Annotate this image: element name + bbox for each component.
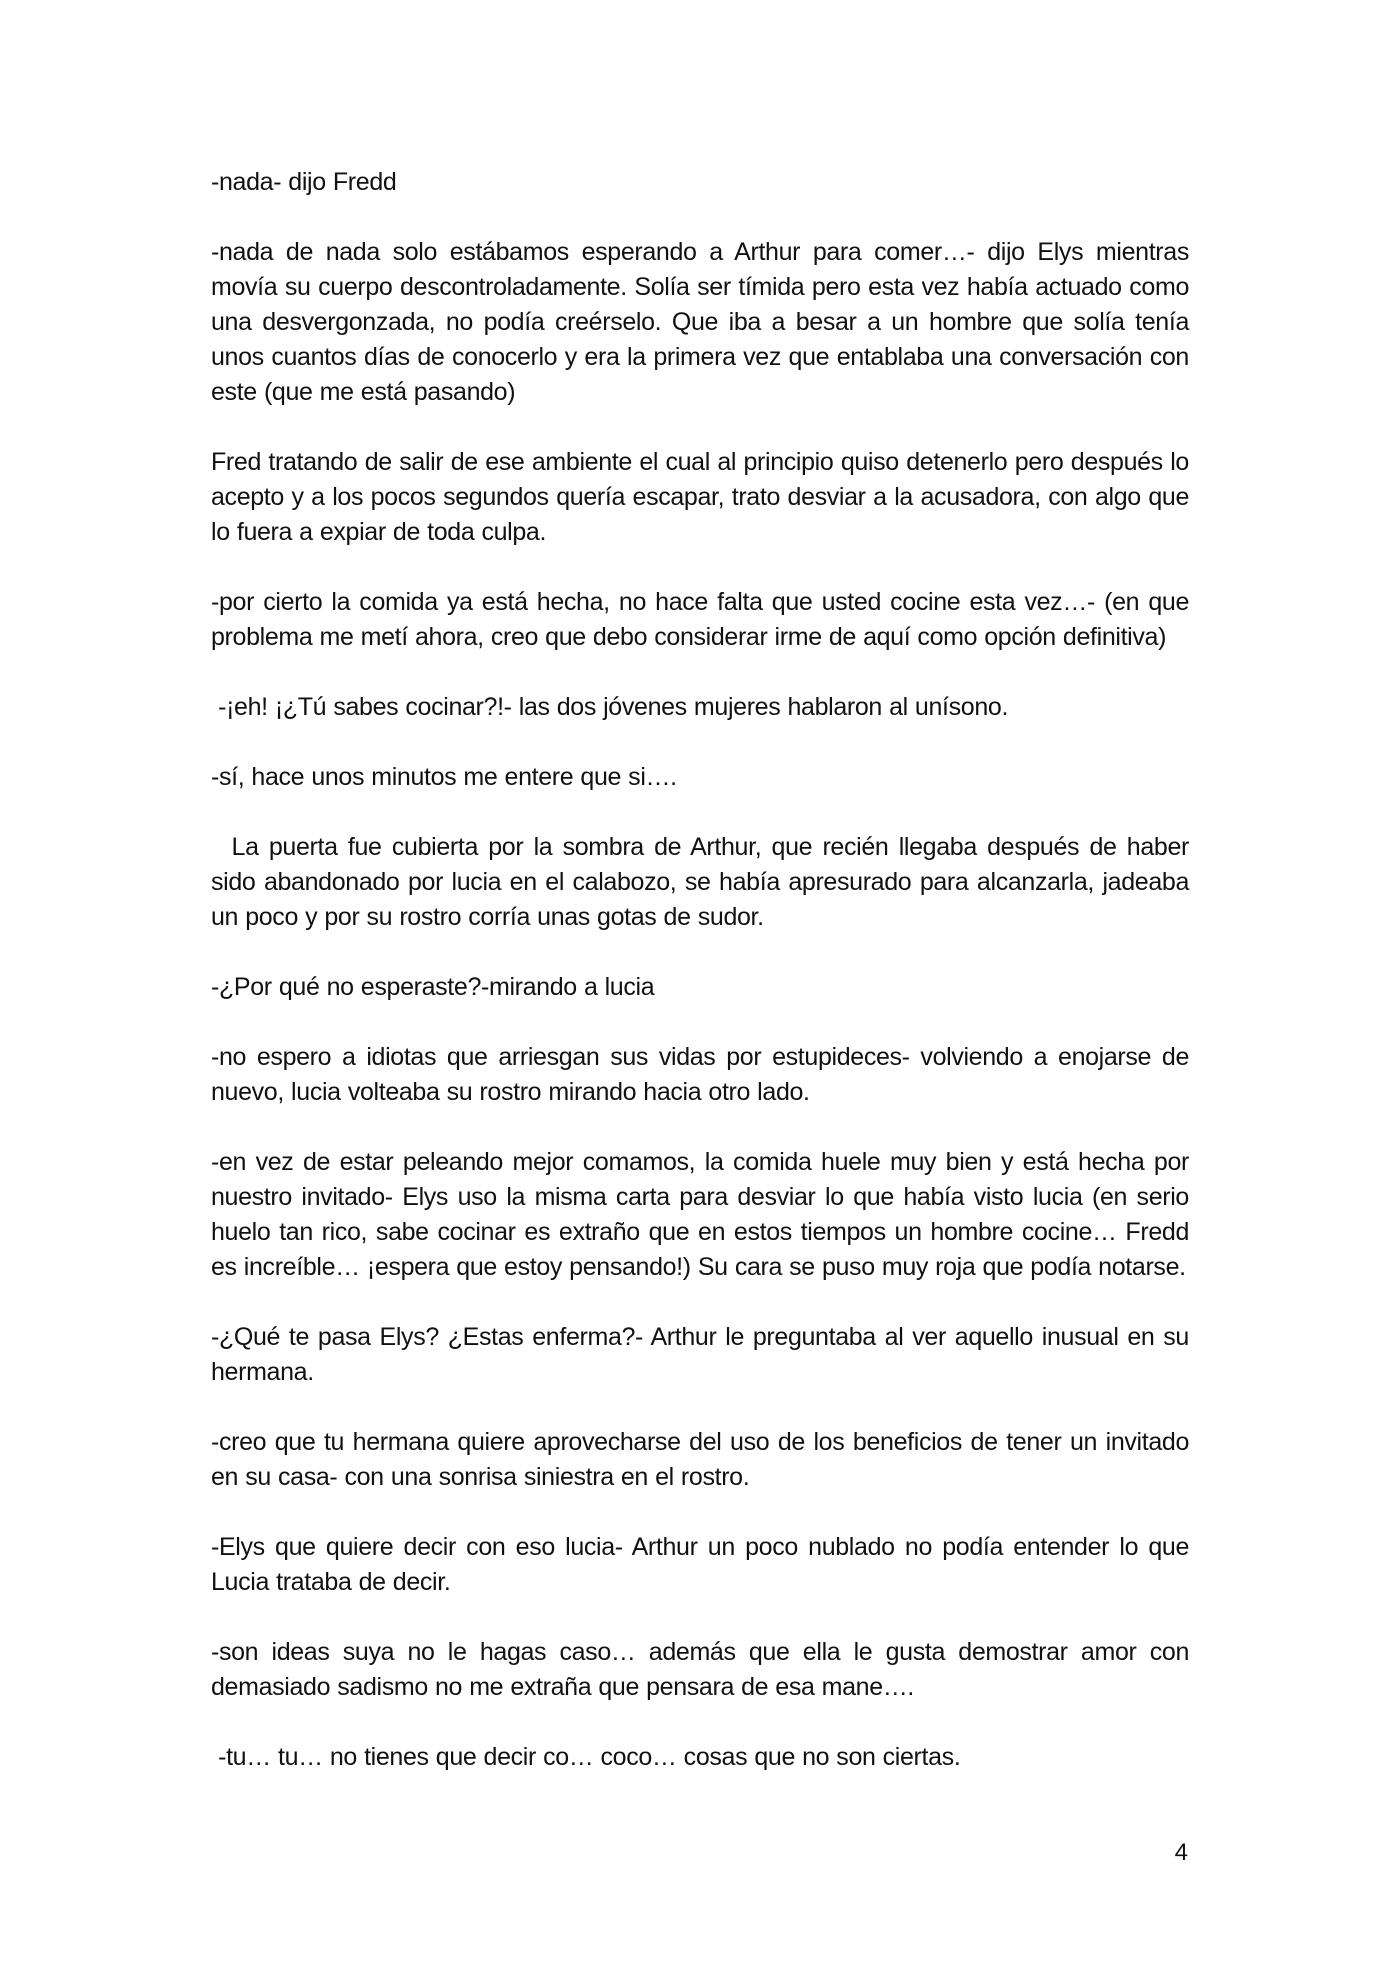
paragraph: Fred tratando de salir de ese ambiente el cual al principio quiso detenerlo pero después lo acepto y a los pocos segundos quería escapar, trato desviar a la acusadora, con algo que lo fuera a expiar de toda culpa.	[211, 448, 1189, 546]
paragraph: -tu… tu… no tienes que decir co… coco… cosas que no son ciertas.	[211, 1743, 961, 1771]
document-body	[211, 165, 1197, 1810]
paragraph: -por cierto la comida ya está hecha, no hace falta que usted cocine esta vez…- (en que problema me metí ahora, creo que debo considerar irme de aquí como opción definitiva)	[211, 588, 1189, 651]
paragraph: -creo que tu hermana quiere aprovecharse del uso de los beneficios de tener un invitado en su casa- con una sonrisa siniestra en el rostro.	[211, 1428, 1189, 1491]
paragraph: -nada de nada solo estábamos esperando a Arthur para comer…- dijo Elys mientras movía su cuerpo descontroladamente. Solía ser tímida pero esta vez había actuado como una desvergonzada, no podía creérselo. Que iba a besar a un hombre que solía tenía unos cuantos días de conocerlo y era la primera vez que entablaba una conversación con este (que me está pasando)	[211, 238, 1189, 406]
paragraph: -no espero a idiotas que arriesgan sus vidas por estupideces- volviendo a enojarse de nuevo, lucia volteaba su rostro mirando hacia otro lado.	[211, 1043, 1189, 1106]
paragraph: -nada- dijo Fredd	[211, 168, 397, 196]
paragraph: -Elys que quiere decir con eso lucia- Arthur un poco nublado no podía entender lo que Lucia trataba de decir.	[211, 1533, 1189, 1596]
paragraph: -son ideas suya no le hagas caso… además que ella le gusta demostrar amor con demasiado sadismo no me extraña que pensara de esa mane….	[211, 1638, 1189, 1701]
paragraph: -¡eh! ¡¿Tú sabes cocinar?!- las dos jóvenes mujeres hablaron al unísono.	[211, 693, 1009, 721]
page-number: 4	[1174, 1839, 1188, 1866]
paragraph: -sí, hace unos minutos me entere que si….	[211, 763, 677, 791]
paragraph: -¿Qué te pasa Elys? ¿Estas enferma?- Arthur le preguntaba al ver aquello inusual en su hermana.	[211, 1323, 1189, 1386]
paragraph: -en vez de estar peleando mejor comamos, la comida huele muy bien y está hecha por nuestro invitado- Elys uso la misma carta para desviar lo que había visto lucia (en serio huelo tan rico, sabe cocinar es extraño que en estos tiempos un hombre cocine… Fredd es increíble… ¡espera que estoy pensando!) Su cara se puso muy roja que podía notarse.	[211, 1148, 1189, 1281]
paragraph: -¿Por qué no esperaste?-mirando a lucia	[211, 973, 655, 1001]
paragraph: La puerta fue cubierta por la sombra de Arthur, que recién llegaba después de haber sido abandonado por lucia en el calabozo, se había apresurado para alcanzarla, jadeaba un poco y por su rostro corría unas gotas de sudor.	[211, 833, 1197, 931]
